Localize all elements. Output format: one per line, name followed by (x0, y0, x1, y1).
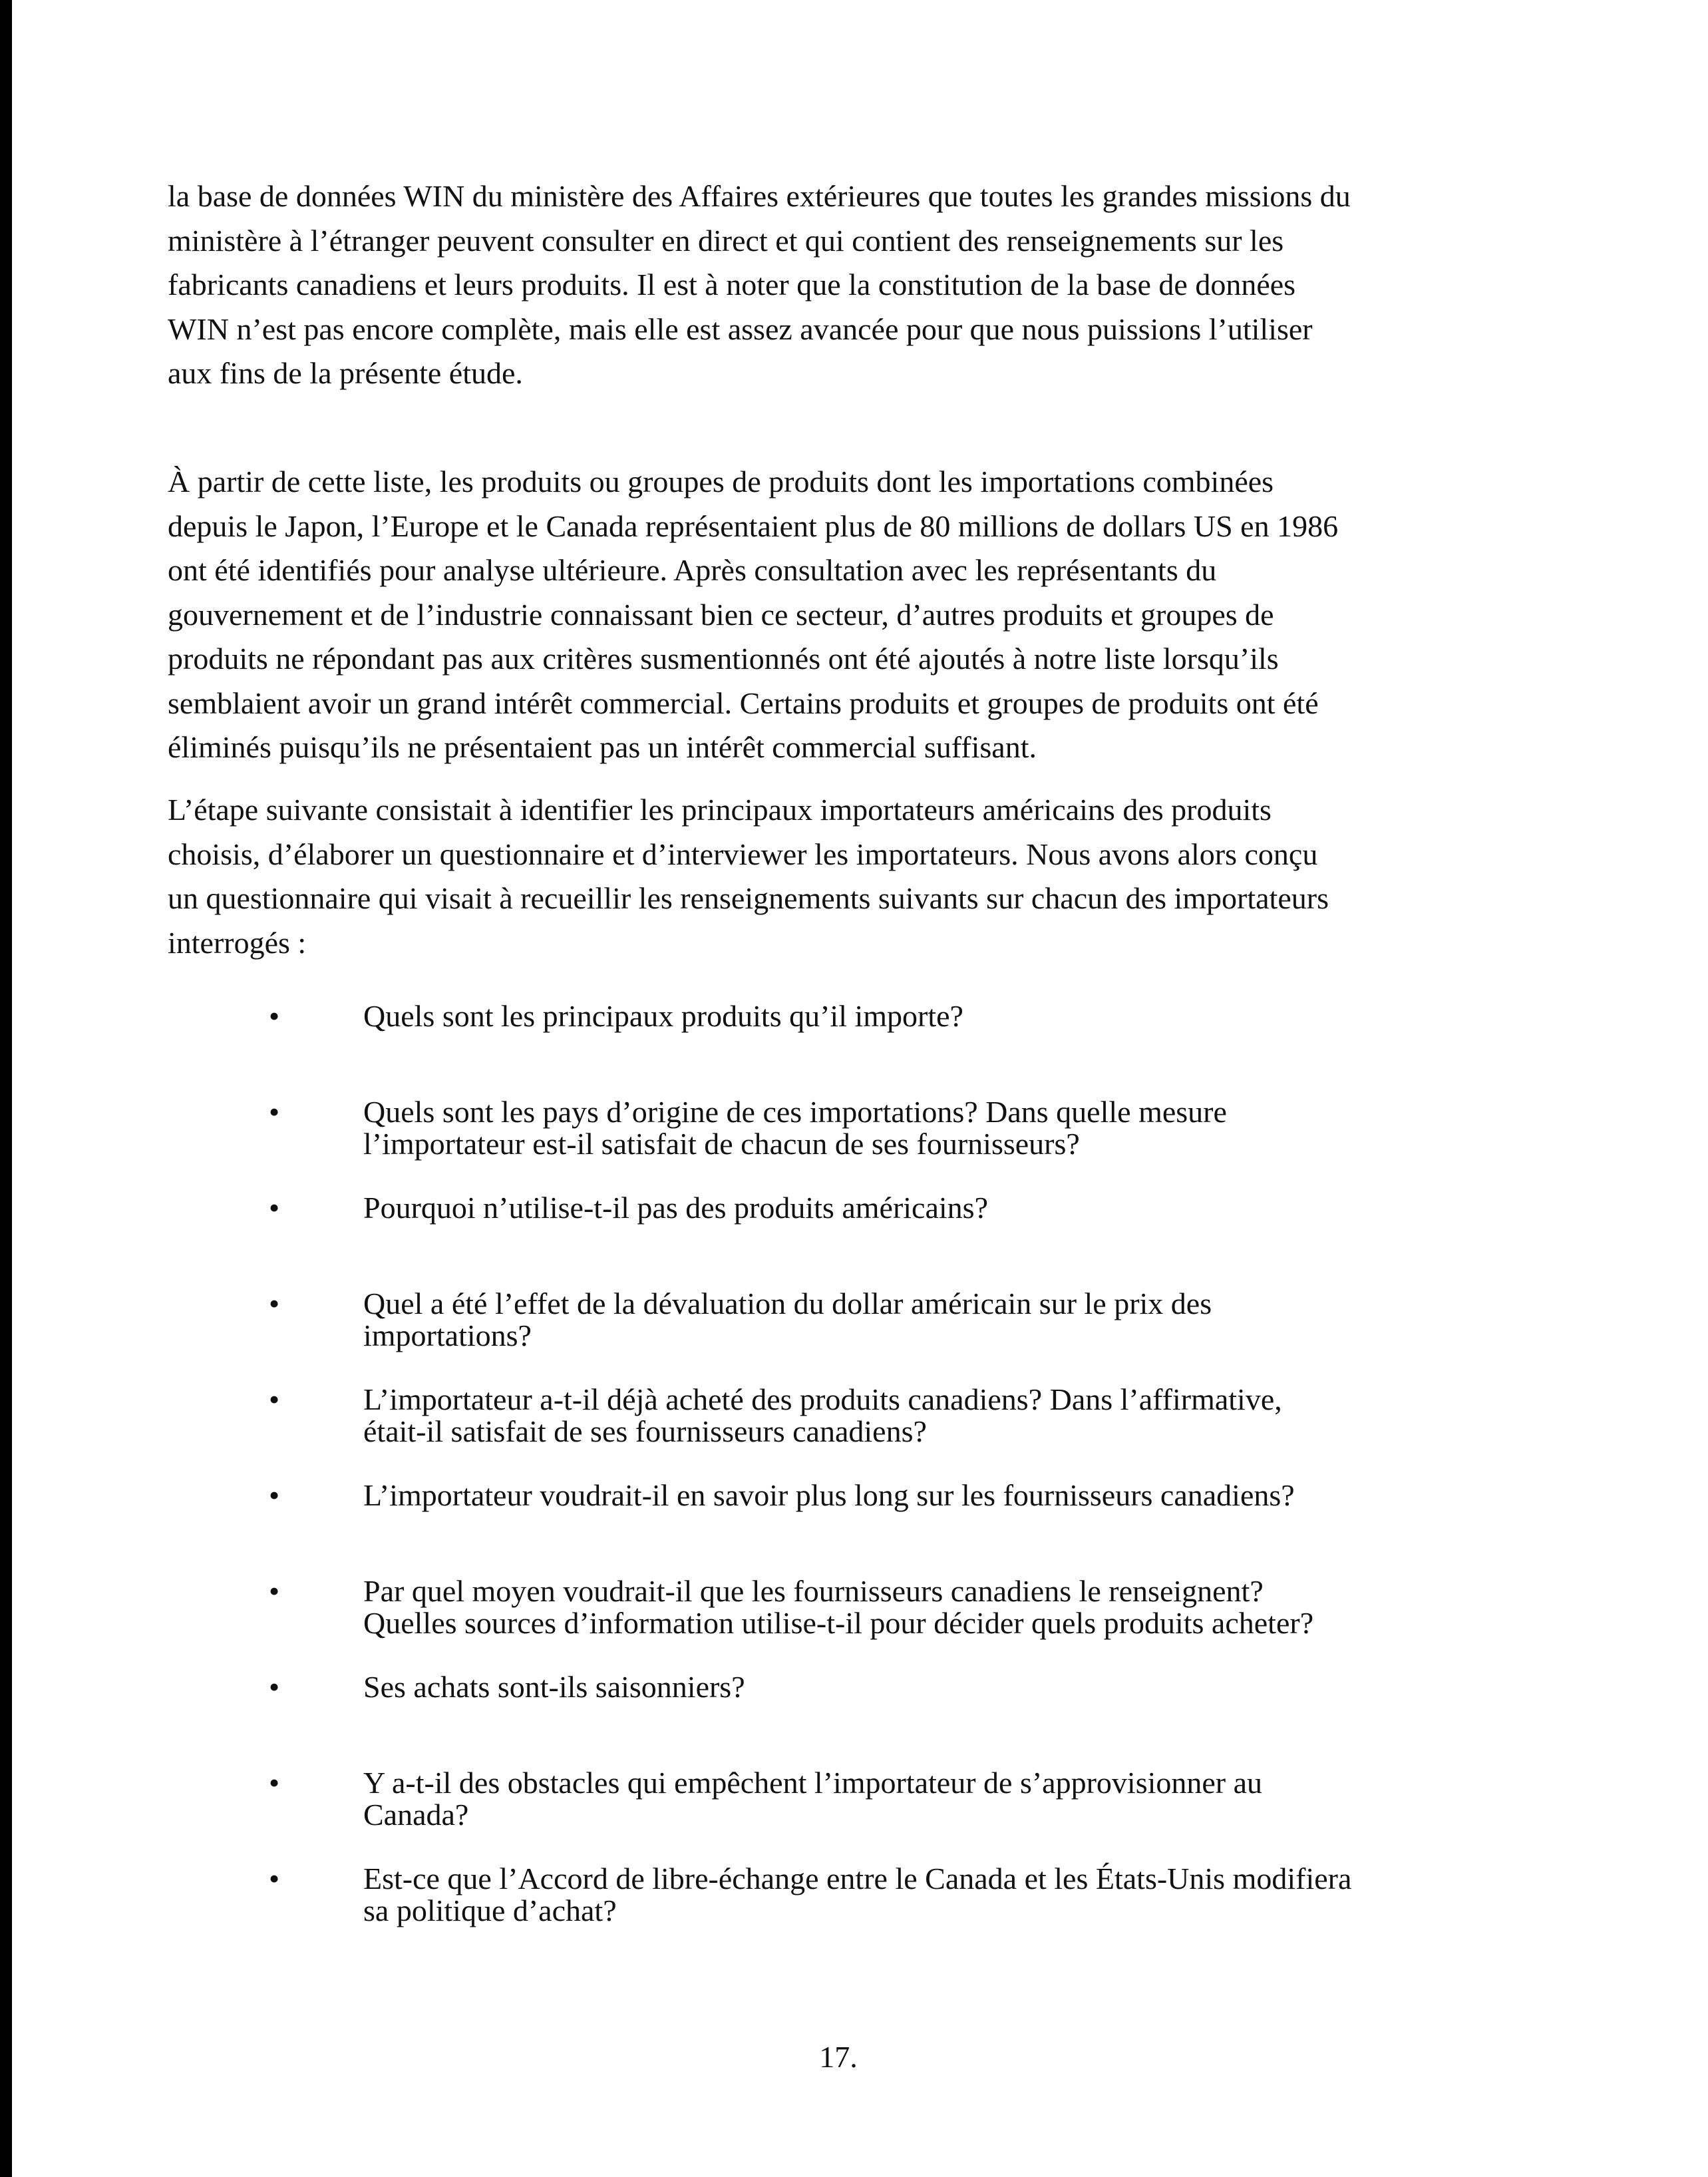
list-item-text: Quel a été l’effet de la dévaluation du dollar américain sur le prix des importations? (363, 1286, 1212, 1352)
bullet-icon: • (269, 1191, 280, 1225)
bullet-icon: • (269, 999, 280, 1033)
list-item (168, 1192, 1432, 1288)
bullet-icon: • (269, 1095, 280, 1129)
bullet-icon: • (269, 1670, 280, 1704)
list-item (168, 1671, 1432, 1767)
list-item-text: Par quel moyen voudrait-il que les fournisseurs canadiens le renseignent? Quelles sources d’information utilise-t-il pour décider quels produits acheter? (363, 1574, 1314, 1640)
list-item-text: Est-ce que l’Accord de libre-échange entre le Canada et les États-Unis modifiera sa politique d’achat? (363, 1862, 1352, 1927)
paragraph-3: L’étape suivante consistait à identifier les principaux importateurs américains des produits choisis, d’élaborer un questionnaire et d’interviewer les importateurs. Nous avons alors conçu un questionnaire qui visait à recueillir les renseignements suivants sur chacun des importateurs interrogés : (168, 793, 1329, 960)
list-item (168, 1096, 1432, 1192)
list-item (168, 1288, 1432, 1384)
page-number: 17. (819, 2040, 858, 2074)
list-item-text: L’importateur voudrait-il en savoir plus long sur les fournisseurs canadiens? (363, 1478, 1295, 1512)
bullet-icon: • (269, 1574, 280, 1608)
list-item (168, 1384, 1432, 1480)
list-item-text: Ses achats sont-ils saisonniers? (363, 1670, 745, 1704)
list-item (168, 1480, 1432, 1575)
list-item-text: Quels sont les principaux produits qu’il importe? (363, 999, 963, 1033)
question-list (168, 1000, 1432, 1959)
list-item-text: Quels sont les pays d’origine de ces importations? Dans quelle mesure l’importateur est-il satisfait de chacun de ses fournisseurs? (363, 1095, 1227, 1161)
list-item-text: Y a-t-il des obstacles qui empêchent l’importateur de s’approvisionner au Canada? (363, 1766, 1263, 1832)
list-item (168, 1863, 1432, 1959)
scan-edge (0, 0, 12, 2177)
bullet-icon: • (269, 1766, 280, 1800)
bullet-icon: • (269, 1862, 280, 1895)
list-item (168, 1767, 1432, 1863)
list-item-text: Pourquoi n’utilise-t-il pas des produits américains? (363, 1191, 988, 1225)
list-item (168, 1575, 1432, 1671)
paragraph-1: la base de données WIN du ministère des Affaires extérieures que toutes les grandes missions du ministère à l’étranger peuvent consulter en direct et qui contient des renseignements sur les fabricants canadiens et leurs produits. Il est à noter que la constitution de la base de données WIN n’est pas encore complète, mais elle est assez avancée pour que nous puissions l’utiliser aux fins de la présente étude. (168, 179, 1351, 390)
paragraph-2: À partir de cette liste, les produits ou groupes de produits dont les importations combinées depuis le Japon, l’Europe et le Canada représentaient plus de 80 millions de dollars US en 1986 ont été identifiés pour analyse ultérieure. Après consultation avec les représentants du gouvernement et de l’industrie connaissant bien ce secteur, d’autres produits et groupes de produits ne répondant pas aux critères susmentionnés ont été ajoutés à notre liste lorsqu’ils semblaient avoir un grand intérêt commercial. Certains produits et groupes de produits ont été éliminés puisqu’ils ne présentaient pas un intérêt commercial suffisant. (168, 465, 1339, 764)
bullet-icon: • (269, 1286, 280, 1320)
list-item-text: L’importateur a-t-il déjà acheté des produits canadiens? Dans l’affirmative, était-il satisfait de ses fournisseurs canadiens? (363, 1382, 1282, 1448)
list-item (168, 1000, 1432, 1096)
bullet-icon: • (269, 1478, 280, 1512)
bullet-icon: • (269, 1382, 280, 1416)
